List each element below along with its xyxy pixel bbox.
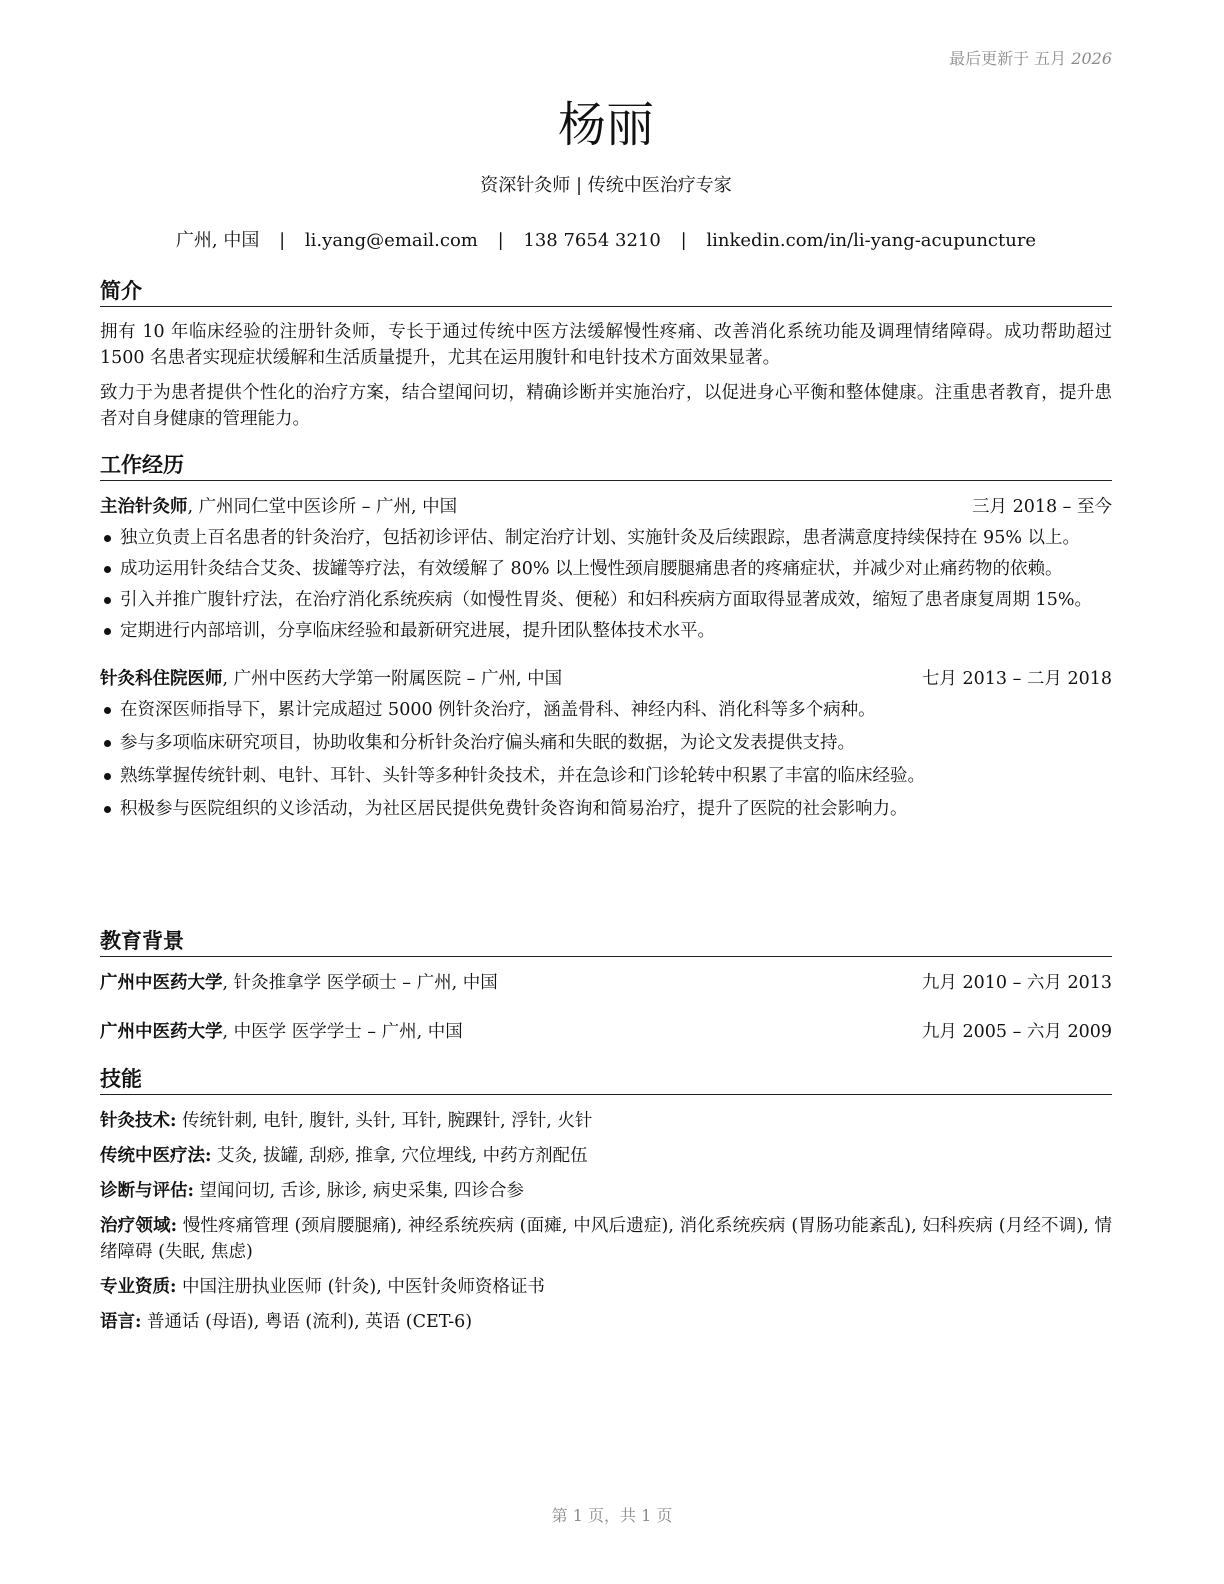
job-header: [100, 666, 1112, 692]
job-bullet: 积极参与医院组织的义诊活动，为社区居民提供免费针灸咨询和简易治疗，提升了医院的社会影响力。: [100, 796, 1112, 822]
last-updated: [949, 46, 1112, 69]
section-title-summary: 简介: [100, 278, 1112, 307]
education-dates: 九月 2005 – 六月 2009: [921, 1022, 1112, 1042]
job-bullet: 参与多项临床研究项目，协助收集和分析针灸治疗偏头痛和失眠的数据，为论文发表提供支持。: [100, 730, 1112, 756]
contact-line: [100, 226, 1112, 252]
job-org: , 广州中医药大学第一附属医院 – 广州, 中国: [222, 669, 563, 689]
section-title-education: 教育背景: [100, 928, 1112, 957]
contact-email-link[interactable]: li.yang@email.com: [304, 230, 478, 251]
skill-line: [100, 1178, 1112, 1204]
skills-section: [100, 1066, 1112, 1335]
job-role: 针灸科住院医师: [100, 669, 223, 689]
page-number: 第 1 页，共 1 页: [551, 1506, 673, 1525]
summary-paragraph: 致力于为患者提供个性化的治疗方案，结合望闻问切，精确诊断并实施治疗，以促进身心平衡和整体健康。注重患者教育，提升患者对自身健康的管理能力。: [100, 383, 1112, 429]
skill-value: 艾灸, 拔罐, 刮痧, 推拿, 穴位埋线, 中药方剂配伍: [211, 1146, 588, 1166]
education-detail: , 针灸推拿学 医学硕士 – 广州, 中国: [222, 973, 498, 993]
skill-label: 治疗领域:: [100, 1216, 178, 1236]
education-dates: 九月 2010 – 六月 2013: [921, 973, 1112, 993]
contact-location: 广州, 中国: [175, 230, 260, 251]
skill-line: [100, 1274, 1112, 1300]
skill-value: 普通话 (母语), 粤语 (流利), 英语 (CET-6): [141, 1312, 473, 1332]
contact-linkedin-link[interactable]: linkedin.com/in/li-yang-acupuncture: [706, 230, 1037, 251]
skill-line: [100, 1213, 1112, 1265]
skill-label: 语言:: [100, 1312, 142, 1332]
job-title-line: [100, 494, 457, 520]
job-bullet: 在资深医师指导下，累计完成超过 5000 例针灸治疗，涵盖骨科、神经内科、消化科等多个病种。: [100, 697, 1112, 723]
education-item: [100, 1019, 1112, 1045]
job-bullets: [100, 525, 1112, 644]
skill-value: 慢性疼痛管理 (颈肩腰腿痛), 神经系统疾病 (面瘫, 中风后遗症), 消化系统疾病 (胃肠功能紊乱), 妇科疾病 (月经不调), 情绪障碍 (失眠, 焦虑): [100, 1216, 1112, 1262]
skill-label: 传统中医疗法:: [100, 1146, 212, 1166]
section-title-experience: 工作经历: [100, 452, 1112, 481]
contact-phone: 138 7654 3210: [523, 230, 661, 251]
candidate-name: 杨丽: [557, 97, 654, 153]
summary-section: [100, 278, 1112, 432]
skill-line: [100, 1309, 1112, 1335]
skill-value: 传统针刺, 电针, 腹针, 头针, 耳针, 腕踝针, 浮针, 火针: [176, 1111, 593, 1131]
job-bullet: 熟练掌握传统针刺、电针、耳针、头针等多种针灸技术，并在急诊和门诊轮转中积累了丰富的临床经验。: [100, 763, 1112, 789]
job-title-line: [100, 666, 562, 692]
job-bullet: 成功运用针灸结合艾灸、拔罐等疗法，有效缓解了 80% 以上慢性颈肩腰腿痛患者的疼痛症状，并减少对止痛药物的依赖。: [100, 556, 1112, 582]
skill-line: [100, 1143, 1112, 1169]
headline: 资深针灸师 | 传统中医治疗专家: [480, 175, 732, 196]
education-item: [100, 970, 1112, 996]
education-school: 广州中医药大学: [100, 1022, 223, 1042]
contact-separator: |: [680, 230, 687, 251]
experience-section: [100, 452, 1112, 822]
job-dates: 七月 2013 – 二月 2018: [921, 669, 1112, 689]
education-detail: , 中医学 医学学士 – 广州, 中国: [222, 1022, 463, 1042]
education-title-line: [100, 1019, 463, 1045]
skill-line: [100, 1108, 1112, 1134]
education-section: [100, 928, 1112, 1045]
skill-label: 针灸技术:: [100, 1111, 177, 1131]
last-updated-prefix: 最后更新于 五月: [949, 49, 1067, 68]
job-dates: 三月 2018 – 至今: [972, 497, 1112, 517]
job-bullets: [100, 697, 1112, 822]
section-title-skills: 技能: [100, 1066, 1112, 1095]
job-header: [100, 494, 1112, 520]
job-bullet: 定期进行内部培训，分享临床经验和最新研究进展，提升团队整体技术水平。: [100, 618, 1112, 644]
skill-label: 诊断与评估:: [100, 1181, 194, 1201]
job-bullet: 独立负责上百名患者的针灸治疗，包括初诊评估、制定治疗计划、实施针灸及后续跟踪，患者满意度持续保持在 95% 以上。: [100, 525, 1112, 551]
contact-separator: |: [497, 230, 504, 251]
last-updated-year: 2026: [1071, 49, 1112, 68]
skill-value: 望闻问切, 舌诊, 脉诊, 病史采集, 四诊合参: [193, 1181, 525, 1201]
contact-separator: |: [279, 230, 286, 251]
education-title-line: [100, 970, 498, 996]
education-school: 广州中医药大学: [100, 973, 223, 993]
skill-label: 专业资质:: [100, 1277, 177, 1297]
skill-value: 中国注册执业医师 (针灸), 中医针灸师资格证书: [176, 1277, 545, 1297]
job-org: , 广州同仁堂中医诊所 – 广州, 中国: [187, 497, 458, 517]
job-role: 主治针灸师: [100, 497, 188, 517]
job-bullet: 引入并推广腹针疗法，在治疗消化系统疾病（如慢性胃炎、便秘）和妇科疾病方面取得显著成效，缩短了患者康复周期 15%。: [100, 587, 1112, 613]
summary-paragraph: 拥有 10 年临床经验的注册针灸师，专长于通过传统中医方法缓解慢性疼痛、改善消化系统功能及调理情绪障碍。成功帮助超过 1500 名患者实现症状缓解和生活质量提升，尤其在运用腹针和电针技术方面效果显著。: [100, 322, 1112, 368]
